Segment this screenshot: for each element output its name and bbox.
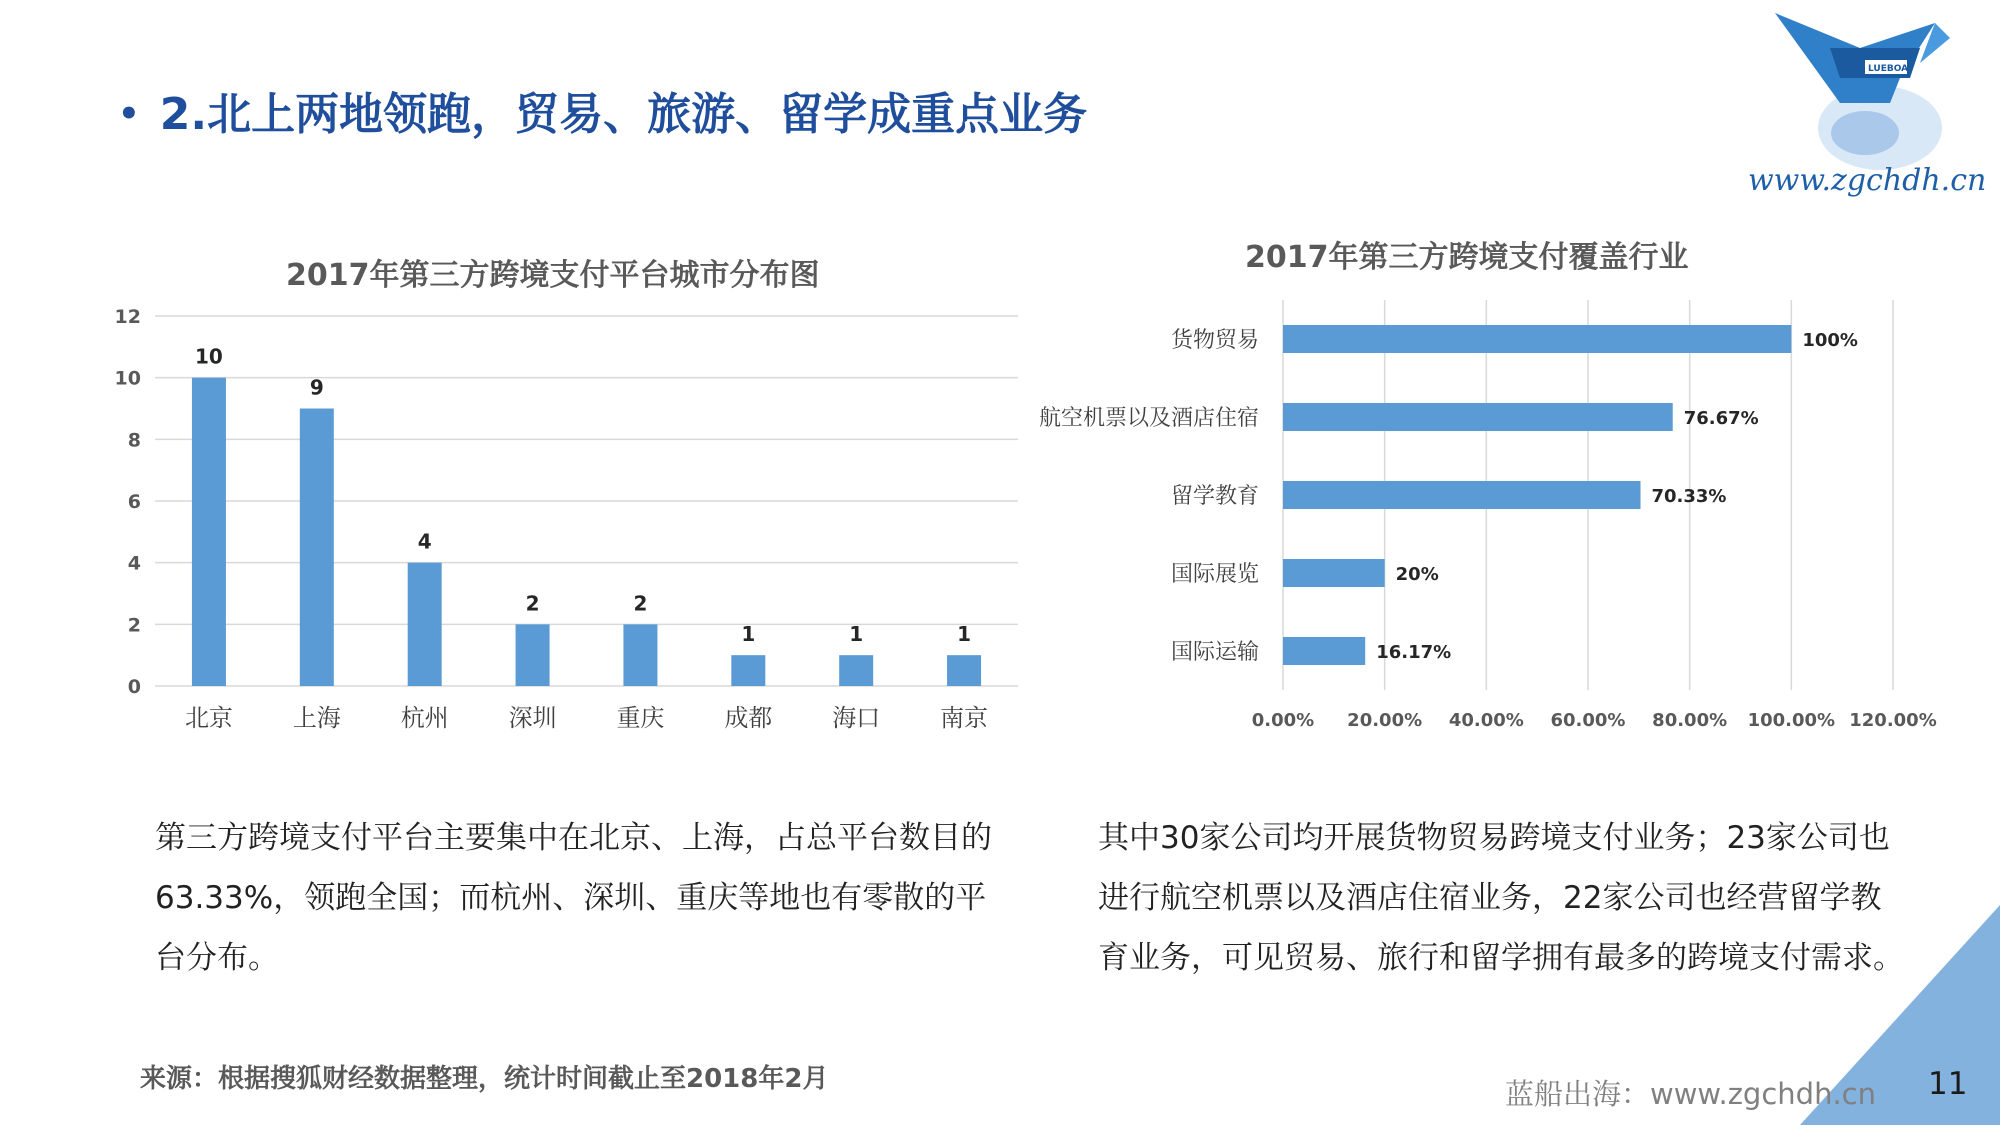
bar <box>300 409 334 687</box>
logo-url: www.zgchdh.cn <box>1748 163 1987 198</box>
data-label: 4 <box>417 529 432 554</box>
data-label: 9 <box>309 375 324 400</box>
data-label: 1 <box>741 622 756 647</box>
title-bullet: • <box>118 94 140 134</box>
x-tick-label: 上海 <box>292 704 341 732</box>
y-tick-label: 货物贸易 <box>1170 328 1259 353</box>
y-tick-label: 0 <box>127 676 141 698</box>
page-number: 11 <box>1928 1066 1968 1102</box>
right-description: 其中30家公司均开展货物贸易跨境支付业务；23家公司也进行航空机票以及酒店住宿业务，22家公司也经营留学教育业务，可见贸易、旅行和留学拥有最多的跨境支付需求。 <box>1098 820 1904 976</box>
industry-chart-title: 2017年第三方跨境支付覆盖行业 <box>1245 240 1689 275</box>
x-tick-label: 成都 <box>724 704 773 732</box>
data-label: 1 <box>849 622 864 647</box>
y-tick-label: 留学教育 <box>1170 484 1259 509</box>
title-text: 2.北上两地领跑，贸易、旅游、留学成重点业务 <box>159 89 1088 140</box>
data-label: 16.17% <box>1376 642 1452 663</box>
bar <box>1283 637 1365 665</box>
source-note: 来源：根据搜狐财经数据整理，统计时间截止至2018年2月 <box>140 1064 829 1094</box>
city-distribution-chart <box>115 306 1018 732</box>
x-tick-label: 南京 <box>940 704 989 732</box>
y-tick-label: 2 <box>127 614 141 637</box>
left-description: 第三方跨境支付平台主要集中在北京、上海，占总平台数目的63.33%，领跑全国；而杭州、深圳、重庆等地也有零散的平台分布。 <box>155 820 992 976</box>
bar <box>1283 325 1791 353</box>
x-tick-label: 0.00% <box>1251 710 1315 731</box>
data-label: 2 <box>525 591 540 616</box>
y-tick-label: 4 <box>127 552 141 575</box>
bar <box>839 655 873 686</box>
data-label: 20% <box>1395 564 1439 585</box>
x-tick-label: 120.00% <box>1849 710 1937 731</box>
footer-website: 蓝船出海：www.zgchdh.cn <box>1505 1077 1876 1111</box>
x-tick-label: 100.00% <box>1747 710 1836 731</box>
logo-badge: LUEBOAT <box>1868 64 1914 74</box>
x-tick-label: 重庆 <box>616 704 665 732</box>
city-chart-title: 2017年第三方跨境支付平台城市分布图 <box>286 258 820 293</box>
x-tick-label: 深圳 <box>508 704 557 732</box>
x-tick-label: 杭州 <box>400 704 449 732</box>
y-tick-label: 国际展览 <box>1170 562 1259 587</box>
bar <box>1283 481 1641 509</box>
data-label: 70.33% <box>1651 486 1727 507</box>
y-tick-label: 10 <box>114 367 141 390</box>
x-tick-label: 40.00% <box>1448 710 1524 731</box>
bar <box>408 563 442 686</box>
data-label: 76.67% <box>1683 408 1759 429</box>
y-tick-label: 6 <box>127 491 141 513</box>
data-label: 2 <box>633 591 648 616</box>
bar <box>1283 559 1385 587</box>
x-tick-label: 海口 <box>832 704 881 732</box>
bar <box>623 624 657 686</box>
data-label: 1 <box>957 622 972 647</box>
bar <box>192 378 226 686</box>
y-tick-label: 国际运输 <box>1170 640 1259 665</box>
industry-coverage-chart <box>1039 300 1937 731</box>
bar <box>516 624 550 686</box>
bar <box>947 655 981 686</box>
x-tick-label: 北京 <box>184 704 233 732</box>
y-tick-label: 8 <box>127 429 141 452</box>
x-tick-label: 80.00% <box>1652 710 1728 731</box>
bar <box>1283 403 1673 431</box>
x-tick-label: 20.00% <box>1347 710 1423 731</box>
x-tick-label: 60.00% <box>1550 710 1626 731</box>
y-tick-label: 航空机票以及酒店住宿 <box>1038 406 1259 431</box>
data-label: 10 <box>195 344 223 369</box>
bar <box>731 655 765 686</box>
data-label: 100% <box>1802 330 1858 351</box>
y-tick-label: 12 <box>114 306 141 328</box>
